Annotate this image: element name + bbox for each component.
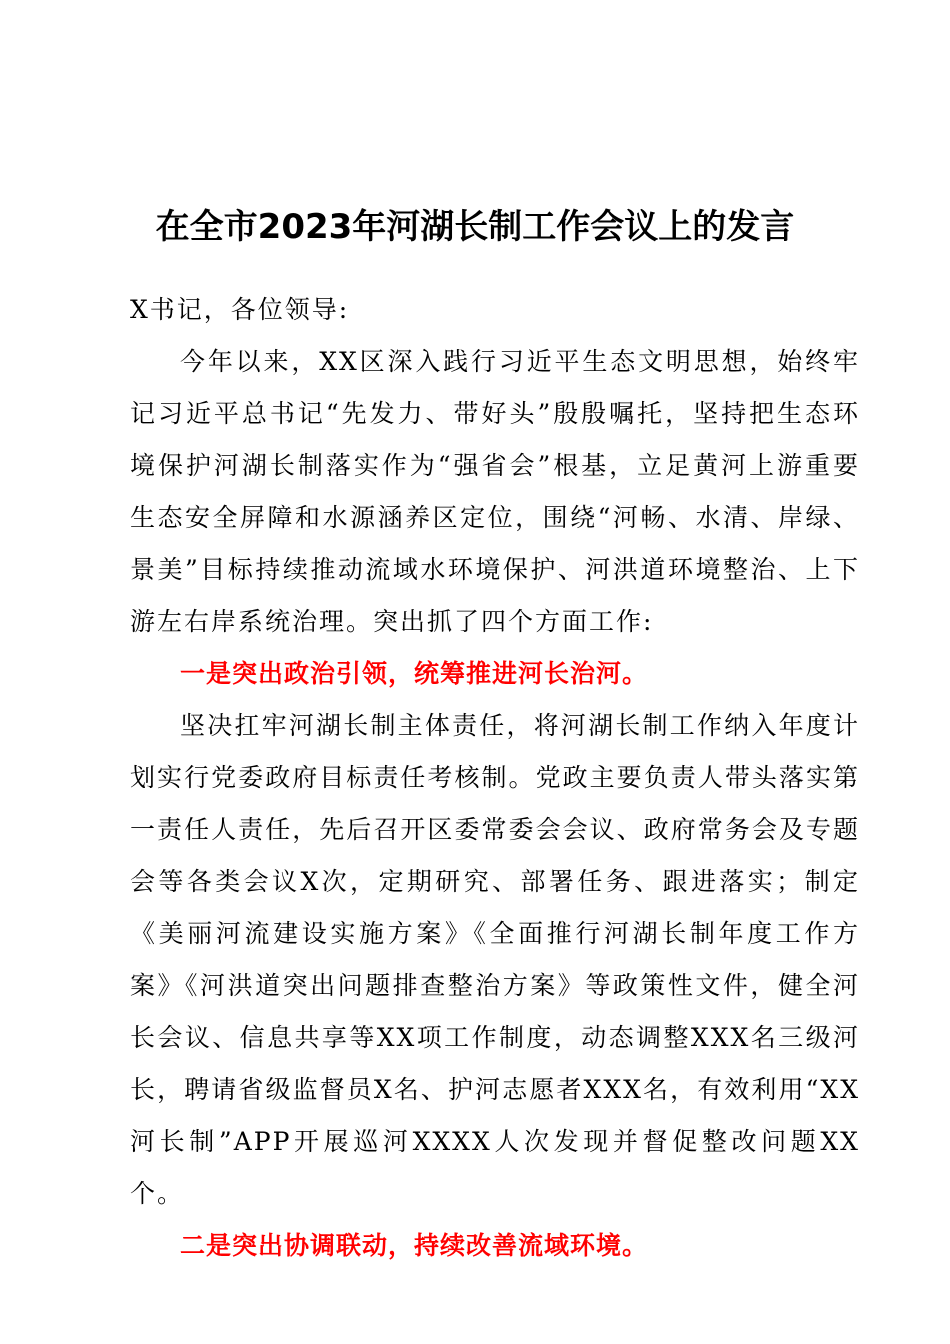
document-body bbox=[130, 284, 860, 1272]
document-title: 在全市2023年河湖长制工作会议上的发言 bbox=[155, 207, 795, 247]
section-heading: 二是突出协调联动，持续改善流域环境。 bbox=[180, 1231, 649, 1260]
body-paragraph: 今年以来，XX区深入践行习近平生态文明思想，始终牢记习近平总书记“先发力、带好头”殷殷嘱托，坚持把生态环境保护河湖长制落实作为“强省会”根基，立足黄河上游重要生态安全屏障和水源涵养区定位，围绕“河畅、水清、岸绿、景美”目标持续推动流域水环境保护、河洪道环境整治、上下游左右岸系统治理。突出抓了四个方面工作: bbox=[130, 347, 860, 636]
salutation: X书记，各位领导: bbox=[130, 295, 350, 324]
section-heading: 一是突出政治引领，统筹推进河长治河。 bbox=[180, 659, 649, 688]
body-paragraph: 坚决扛牢河湖长制主体责任，将河湖长制工作纳入年度计划实行党委政府目标责任考核制。党政主要负责人带头落实第一责任人责任，先后召开区委常委会会议、政府常务会及专题会等各类会议X次，定期研究、部署任务、跟进落实；制定《美丽河流建设实施方案》《全面推行河湖长制年度工作方案》《河洪道突出问题排查整治方案》等政策性文件，健全河长会议、信息共享等XX项工作制度，动态调整XXX名三级河长，聘请省级监督员X名、护河志愿者XXX名，有效利用“XX河长制”APP开展巡河XXXX人次发现并督促整改问题XX个。 bbox=[130, 711, 860, 1208]
